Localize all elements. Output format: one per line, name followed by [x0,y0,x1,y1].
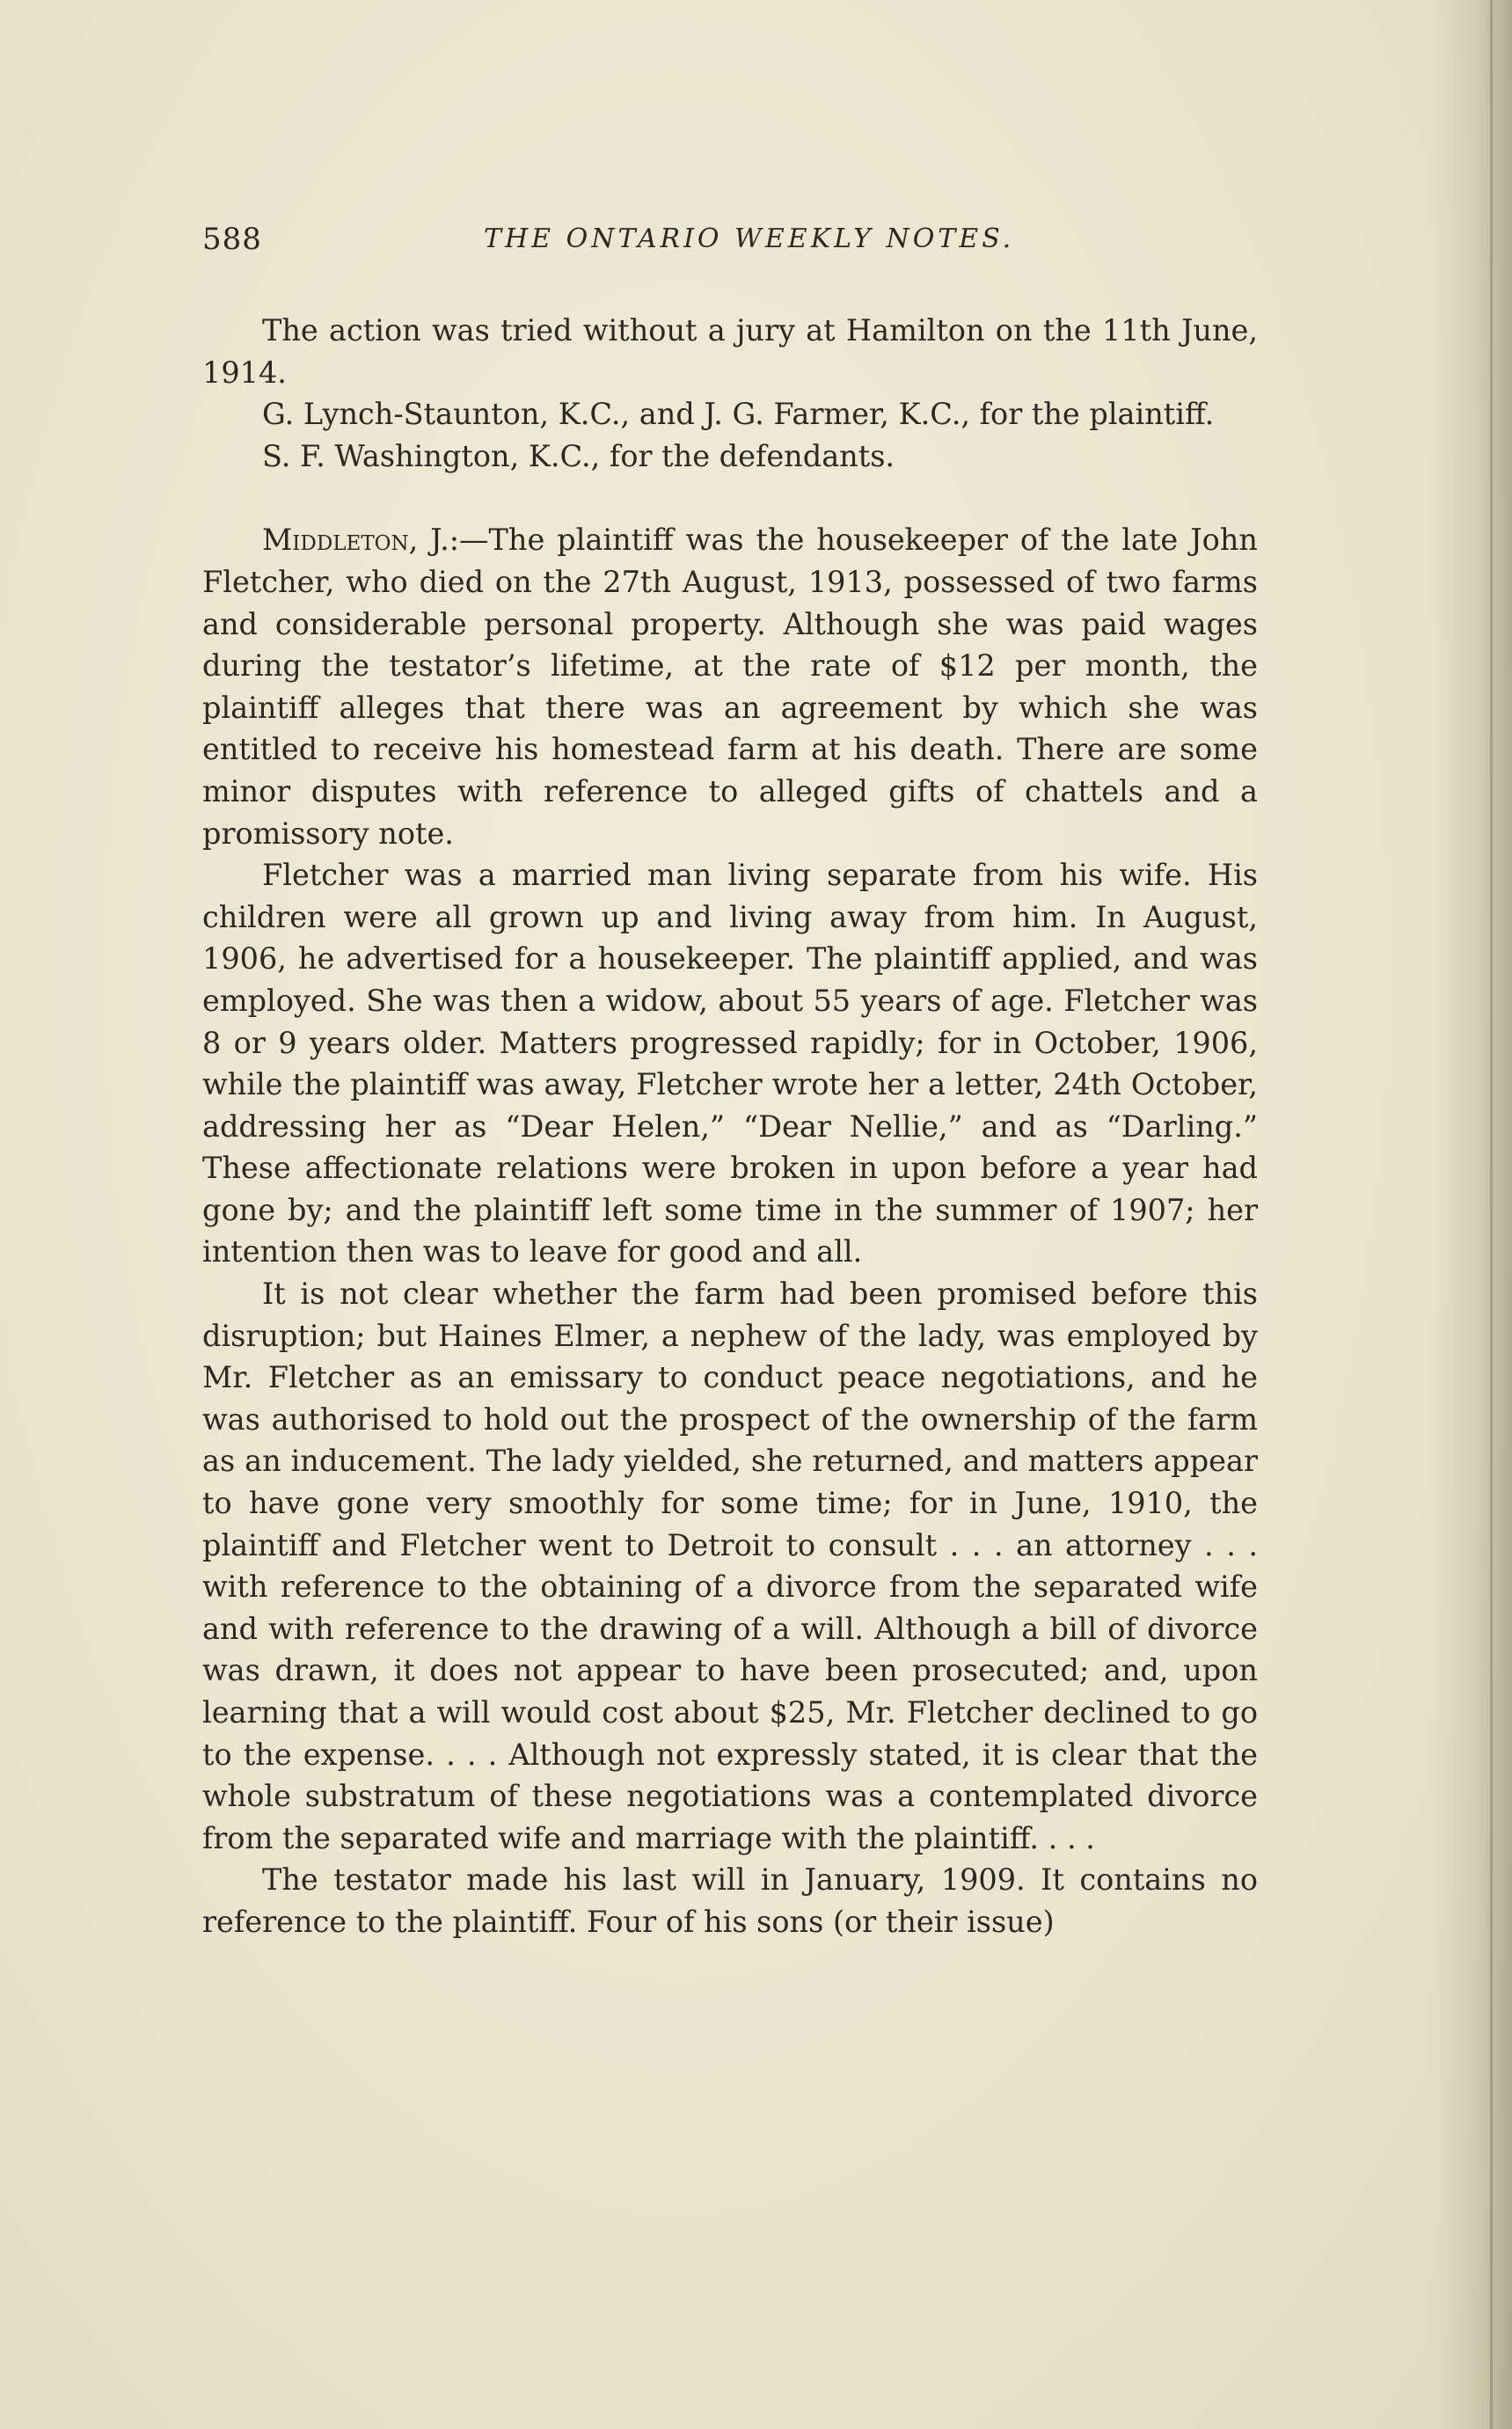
paragraph-last-will: The testator made his last will in January, 1909. It contains no reference to the plaintiff. Four of his sons (or their issue) [202,1862,1258,1939]
page-fold-line [1490,0,1493,2429]
body-text [202,310,1258,1943]
paragraph-judgment-text: :—The plaintiff was the housekeeper of the late John Fletcher, who died on the 27th August, 1913, possessed of two farms and considerable personal property. Although she was paid wages during the testator’s lifetime, at the rate of $12 per month, the plaintiff alleges that there was an agreement by which she was entitled to receive his homestead farm at his death. There are some minor disputes with reference to alleged gifts of chattels and a promissory note. [202,523,1258,851]
paragraph-plaintiff-counsel: G. Lynch-Staunton, K.C., and J. G. Farmer, K.C., for the plaintiff. [262,397,1215,432]
page-edge-shadow [1433,0,1512,2429]
paragraph-trial-info: The action was tried without a jury at Hamilton on the 11th June, 1914. [202,313,1258,390]
paragraph-farm-promise: It is not clear whether the farm had been promised before this disruption; but Haines Elmer, a nephew of the lady, was employed by Mr. Fletcher as an emissary to conduct peace negotiations, and he was authorised to hold out the prospect of the ownership of the farm as an inducement. The lady yielded, she returned, and matters appear to have gone very smoothly for some time; for in June, 1910, the plaintiff and Fletcher went to Detroit to consult . . . an attorney . . . with reference to the obtaining of a divorce from the separated wife and with reference to the drawing of a will. Although a bill of divorce was drawn, it does not appear to have been prosecuted; and, upon learning that a will would cost about $25, Mr. Fletcher declined to go to the expense. . . . Although not expressly stated, it is clear that the whole substratum of these negotiations was a contemplated divorce from the separated wife and marriage with the plaintiff. . . . [202,1277,1258,1855]
section-spacer [202,477,1258,519]
running-title: THE ONTARIO WEEKLY NOTES. [484,223,1015,254]
paragraph-defendant-counsel: S. F. Washington, K.C., for the defendants. [262,438,895,473]
paragraph-judgment-opening [202,519,1258,854]
page-number: 588 [202,222,262,257]
page-header [202,222,1267,266]
judge-name: Middleton, J. [262,523,449,558]
paragraph-fletcher-background: Fletcher was a married man living separate from his wife. His children were all grown up and living away from him. In August, 1906, he advertised for a housekeeper. The plaintiff applied, and was employed. She was then a widow, about 55 years of age. Fletcher was 8 or 9 years older. Matters progressed rapidly; for in October, 1906, while the plaintiff was away, Fletcher wrote her a letter, 24th October, addressing her as “Dear Helen,” “Dear Nellie,” and as “Darling.” These affectionate relations were broken in upon before a year had gone by; and the plaintiff left some time in the summer of 1907; her intention then was to leave for good and all. [202,858,1258,1269]
